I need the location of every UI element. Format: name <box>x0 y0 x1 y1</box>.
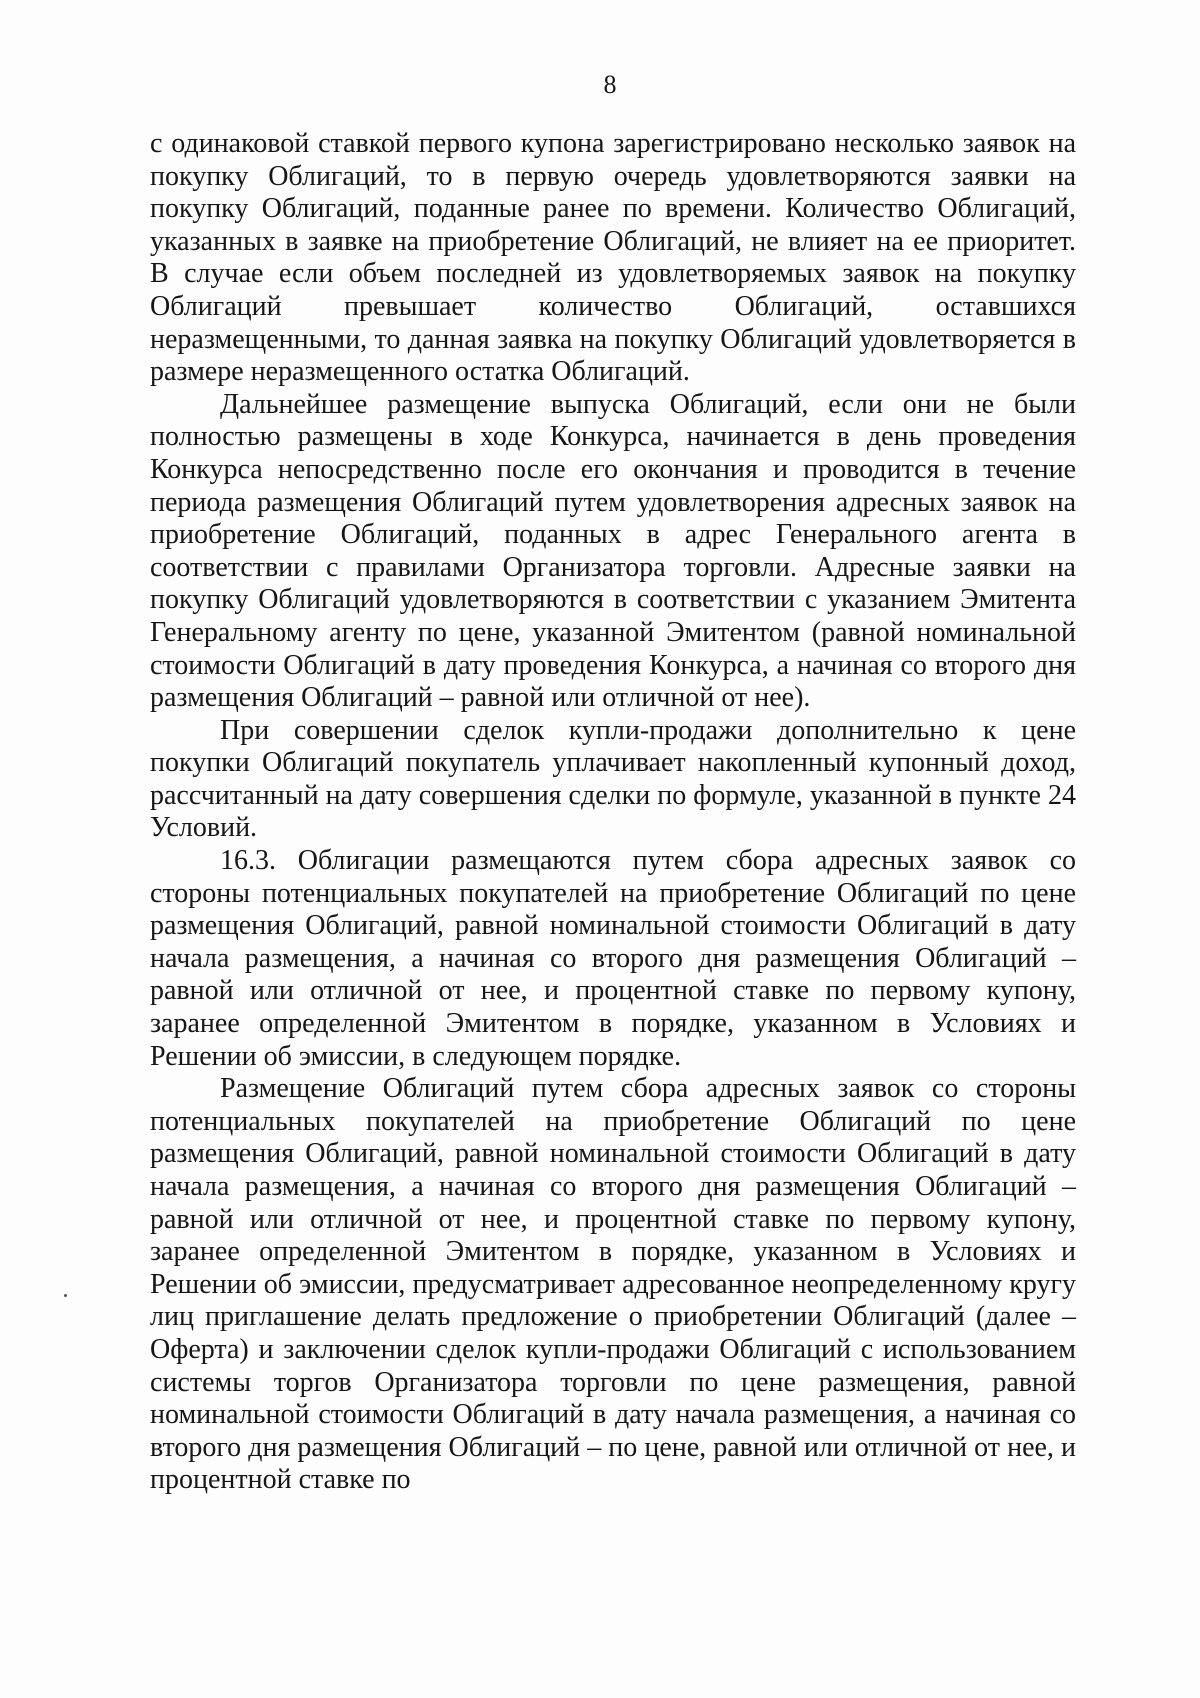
scan-speck <box>64 1294 67 1297</box>
paragraph-16-3: 16.3. Облигации размещаются путем сбора адресных заявок со стороны потенциальных покупателей на приобретение Облигаций по цене размещения Облигаций, равной номинальной стоимости Облигаций в дату начала размещения, а начиная со второго дня размещения Облигаций – равной или отличной от нее, и процентной ставке по первому купону, заранее определенной Эмитентом в порядке, указанном в Условиях и Решении об эмиссии, в следующем порядке. <box>150 845 1076 1072</box>
paragraph-further-placement: Дальнейшее размещение выпуска Облигаций, если они не были полностью размещены в ходе Конкурса, начинается в день проведения Конкурса непосредственно после его окончания и проводится в течение периода размещения Облигаций путем удовлетворения адресных заявок на приобретение Облигаций, поданных в адрес Генерального агента в соответствии с правилами Организатора торговли. Адресные заявки на покупку Облигаций удовлетворяются в соответствии с указанием Эмитента Генеральному агенту по цене, указанной Эмитентом (равной номинальной стоимости Облигаций в дату проведения Конкурса, а начиная со второго дня размещения Облигаций – равной или отличной от нее). <box>150 388 1076 714</box>
paragraph-coupon-income: При совершении сделок купли-продажи дополнительно к цене покупки Облигаций покупатель уплачивает накопленный купонный доход, рассчитанный на дату совершения сделки по формуле, указанной в пункте 24 Условий. <box>150 714 1076 844</box>
page-number: 8 <box>603 70 617 99</box>
paragraph-continuation: с одинаковой ставкой первого купона зарегистрировано несколько заявок на покупку Облигаций, то в первую очередь удовлетворяются заявки на покупку Облигаций, поданные ранее по времени. Количество Облигаций, указанных в заявке на приобретение Облигаций, не влияет на ее приоритет. В случае если объем последней из удовлетворяемых заявок на покупку Облигаций превышает количество Облигаций, оставшихся неразмещенными, то данная заявка на покупку Облигаций удовлетворяется в размере неразмещенного остатка Облигаций. <box>150 128 1076 388</box>
document-body <box>150 128 1076 1497</box>
paragraph-placement-offer: Размещение Облигаций путем сбора адресных заявок со стороны потенциальных покупателей на приобретение Облигаций по цене размещения Облигаций, равной номинальной стоимости Облигаций в дату начала размещения, а начиная со второго дня размещения Облигаций – равной или отличной от нее, и процентной ставке по первому купону, заранее определенной Эмитентом в порядке, указанном в Условиях и Решении об эмиссии, предусматривает адресованное неопределенному кругу лиц приглашение делать предложение о приобретении Облигаций (далее – Оферта) и заключении сделок купли-продажи Облигаций с использованием системы торгов Организатора торговли по цене размещения, равной номинальной стоимости Облигаций в дату начала размещения, а начиная со второго дня размещения Облигаций – по цене, равной или отличной от нее, и процентной ставке по <box>150 1073 1076 1496</box>
